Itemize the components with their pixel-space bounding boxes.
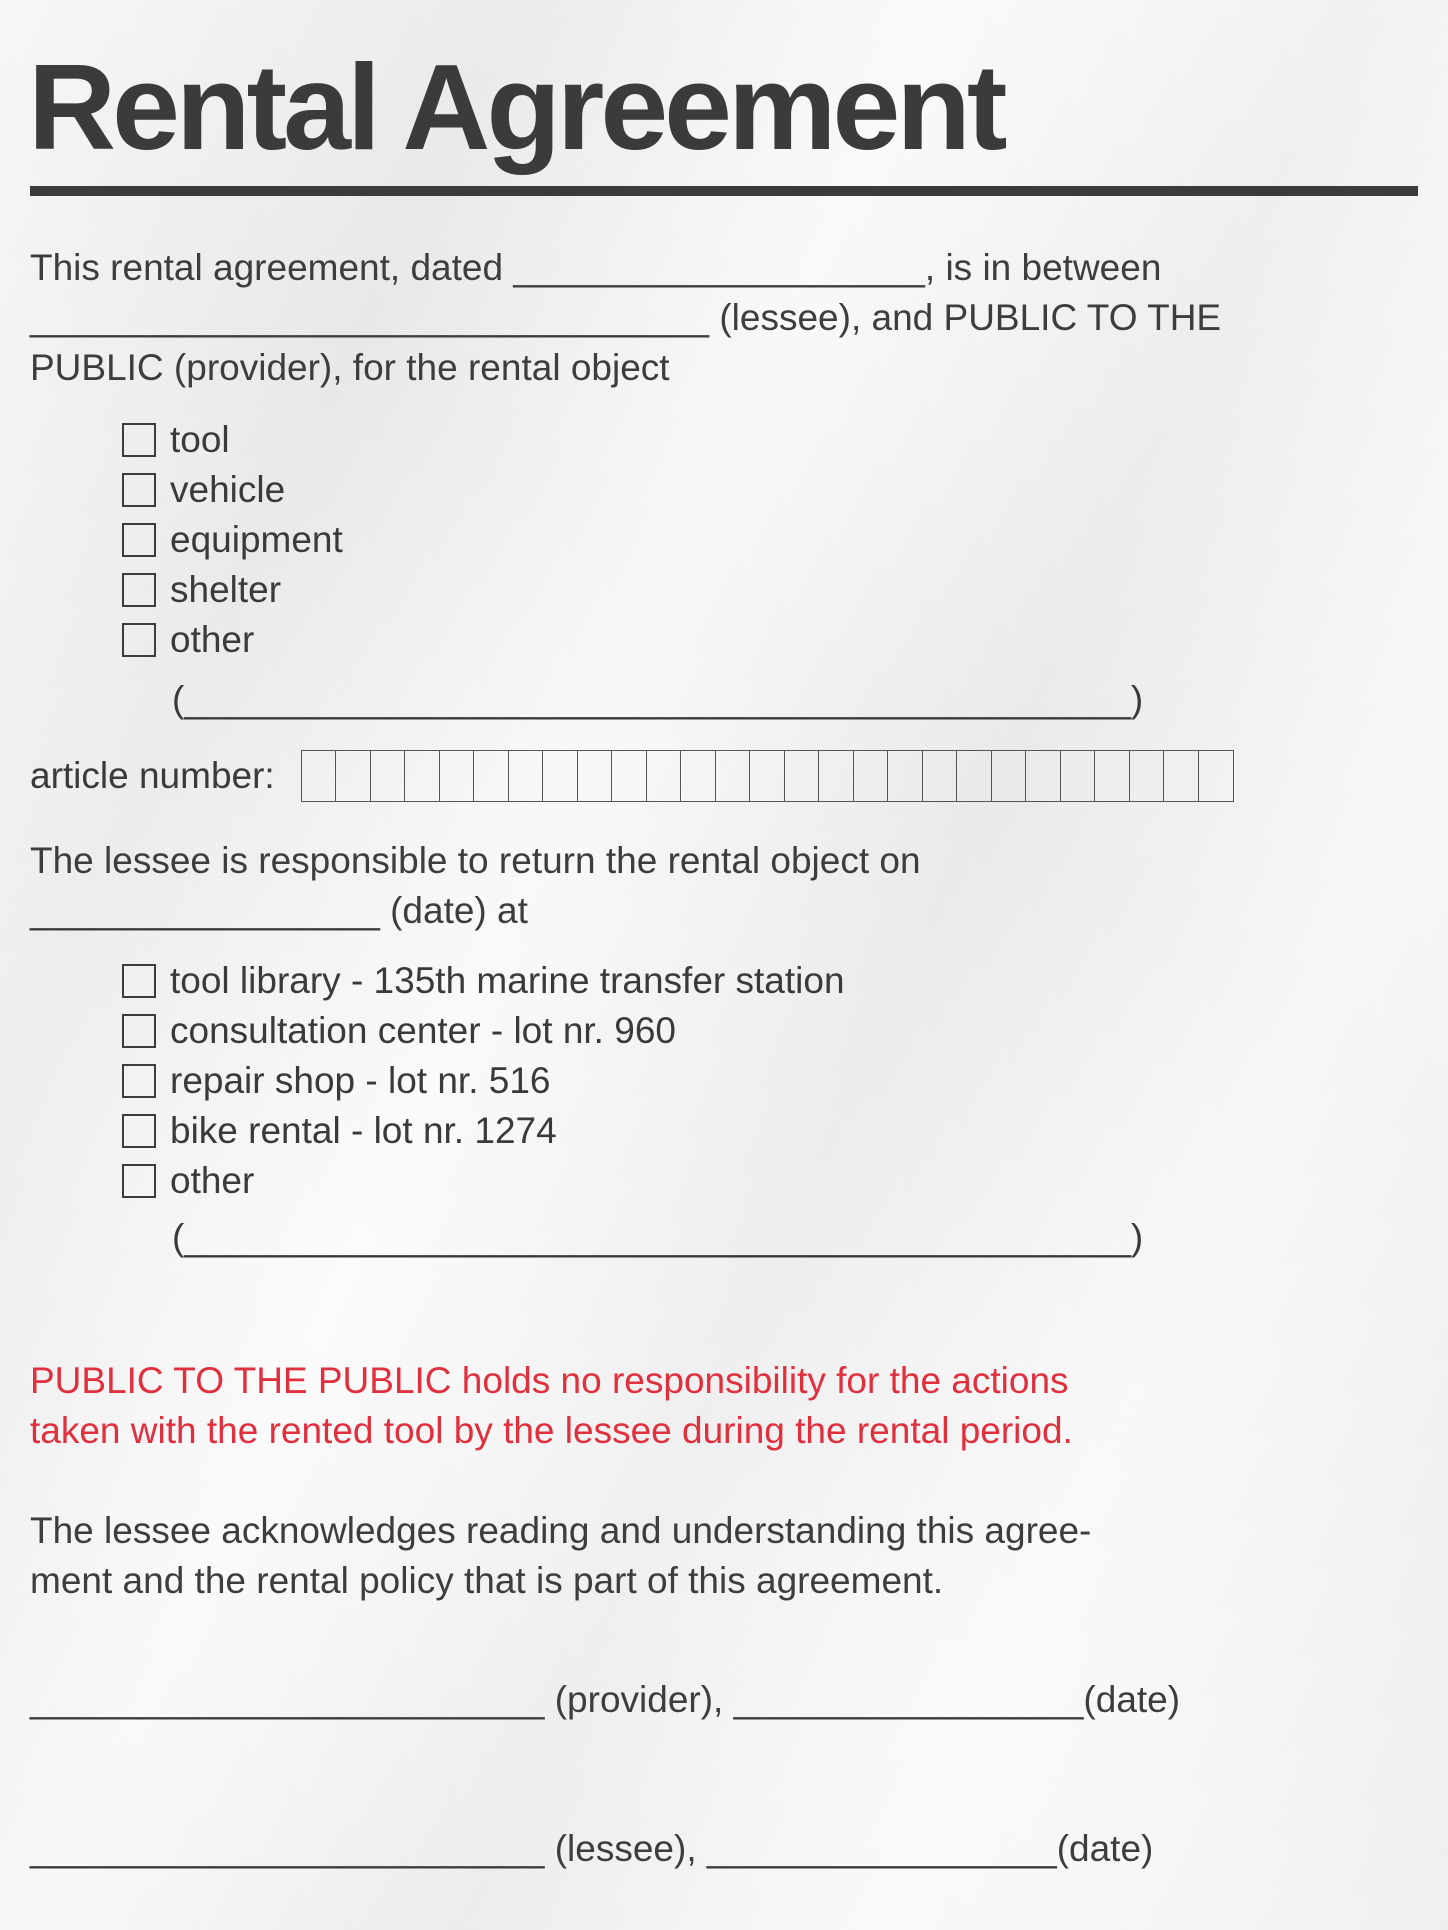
- article-number-cells[interactable]: [301, 750, 1235, 802]
- option-label: other: [170, 1160, 255, 1201]
- intro-paragraph: [30, 243, 1221, 393]
- document-title: Rental Agreement: [28, 39, 1004, 175]
- article-number-cell[interactable]: [543, 751, 578, 801]
- option-label: equipment: [170, 519, 343, 560]
- article-number-cell[interactable]: [785, 751, 820, 801]
- return-location-option[interactable]: [122, 956, 845, 1006]
- return-location-options: [122, 956, 845, 1206]
- checkbox[interactable]: [122, 423, 156, 457]
- return-location-option[interactable]: [122, 1006, 845, 1056]
- article-number-cell[interactable]: [957, 751, 992, 801]
- article-number-cell[interactable]: [578, 751, 613, 801]
- checkbox[interactable]: [122, 1114, 156, 1148]
- return-location-option[interactable]: [122, 1056, 845, 1106]
- return-location-option[interactable]: [122, 1156, 845, 1206]
- article-number-cell[interactable]: [819, 751, 854, 801]
- option-label: repair shop - lot nr. 516: [170, 1060, 551, 1101]
- rental-object-option[interactable]: [122, 515, 343, 565]
- article-number-cell[interactable]: [1026, 751, 1061, 801]
- rental-object-option[interactable]: [122, 465, 343, 515]
- article-number-cell[interactable]: [371, 751, 406, 801]
- article-number-cell[interactable]: [647, 751, 682, 801]
- checkbox[interactable]: [122, 964, 156, 998]
- article-number-cell[interactable]: [302, 751, 337, 801]
- acknowledgement-line-2: ment and the rental policy that is part of this agreement.: [30, 1560, 944, 1601]
- checkbox[interactable]: [122, 573, 156, 607]
- article-number-cell[interactable]: [923, 751, 958, 801]
- article-number-cell[interactable]: [888, 751, 923, 801]
- rental-object-option[interactable]: [122, 565, 343, 615]
- article-number-cell[interactable]: [681, 751, 716, 801]
- option-label: vehicle: [170, 469, 286, 510]
- intro-line-1: This rental agreement, dated ____________________, is in between: [30, 247, 1162, 288]
- disclaimer-line-2: taken with the rented tool by the lessee during the rental period.: [30, 1410, 1073, 1451]
- article-number-cell[interactable]: [509, 751, 544, 801]
- acknowledgement-paragraph: [30, 1506, 1091, 1606]
- article-number-cell[interactable]: [440, 751, 475, 801]
- disclaimer-paragraph: [30, 1356, 1073, 1456]
- article-number-cell[interactable]: [336, 751, 371, 801]
- title-rule: [30, 186, 1418, 196]
- checkbox[interactable]: [122, 1014, 156, 1048]
- rental-object-options: [122, 415, 343, 665]
- checkbox[interactable]: [122, 473, 156, 507]
- rental-object-option[interactable]: [122, 615, 343, 665]
- intro-line-3: PUBLIC (provider), for the rental object: [30, 347, 670, 388]
- intro-line-2: _________________________________ (lessee), and PUBLIC TO THE: [30, 297, 1222, 338]
- article-number-cell[interactable]: [1095, 751, 1130, 801]
- checkbox[interactable]: [122, 1164, 156, 1198]
- provider-signature-line[interactable]: _________________________ (provider), _________________(date): [30, 1679, 1181, 1720]
- article-number-cell[interactable]: [1164, 751, 1199, 801]
- return-line-2: _________________ (date) at: [30, 890, 528, 931]
- checkbox[interactable]: [122, 1064, 156, 1098]
- disclaimer-line-1: PUBLIC TO THE PUBLIC holds no responsibility for the actions: [30, 1360, 1069, 1401]
- option-label: other: [170, 619, 255, 660]
- return-line-1: The lessee is responsible to return the rental object on: [30, 840, 921, 881]
- article-number-cell[interactable]: [854, 751, 889, 801]
- article-number-cell[interactable]: [405, 751, 440, 801]
- article-number-cell[interactable]: [1199, 751, 1234, 801]
- checkbox[interactable]: [122, 623, 156, 657]
- option-label: bike rental - lot nr. 1274: [170, 1110, 557, 1151]
- rental-other-blank[interactable]: (______________________________________________): [172, 679, 1144, 720]
- return-other-blank[interactable]: (______________________________________________): [172, 1217, 1144, 1258]
- return-paragraph: [30, 836, 921, 936]
- option-label: tool: [170, 419, 230, 460]
- article-number-cell[interactable]: [1130, 751, 1165, 801]
- return-location-option[interactable]: [122, 1106, 845, 1156]
- article-number-cell[interactable]: [1061, 751, 1096, 801]
- article-number-label: article number:: [30, 755, 275, 796]
- article-number-cell[interactable]: [716, 751, 751, 801]
- article-number-field: [30, 750, 1234, 802]
- option-label: consultation center - lot nr. 960: [170, 1010, 676, 1051]
- article-number-cell[interactable]: [750, 751, 785, 801]
- rental-object-option[interactable]: [122, 415, 343, 465]
- option-label: shelter: [170, 569, 282, 610]
- checkbox[interactable]: [122, 523, 156, 557]
- option-label: tool library - 135th marine transfer station: [170, 960, 845, 1001]
- article-number-cell[interactable]: [992, 751, 1027, 801]
- article-number-cell[interactable]: [612, 751, 647, 801]
- article-number-cell[interactable]: [474, 751, 509, 801]
- acknowledgement-line-1: The lessee acknowledges reading and understanding this agree-: [30, 1510, 1092, 1551]
- lessee-signature-line[interactable]: _________________________ (lessee), _________________(date): [30, 1828, 1154, 1869]
